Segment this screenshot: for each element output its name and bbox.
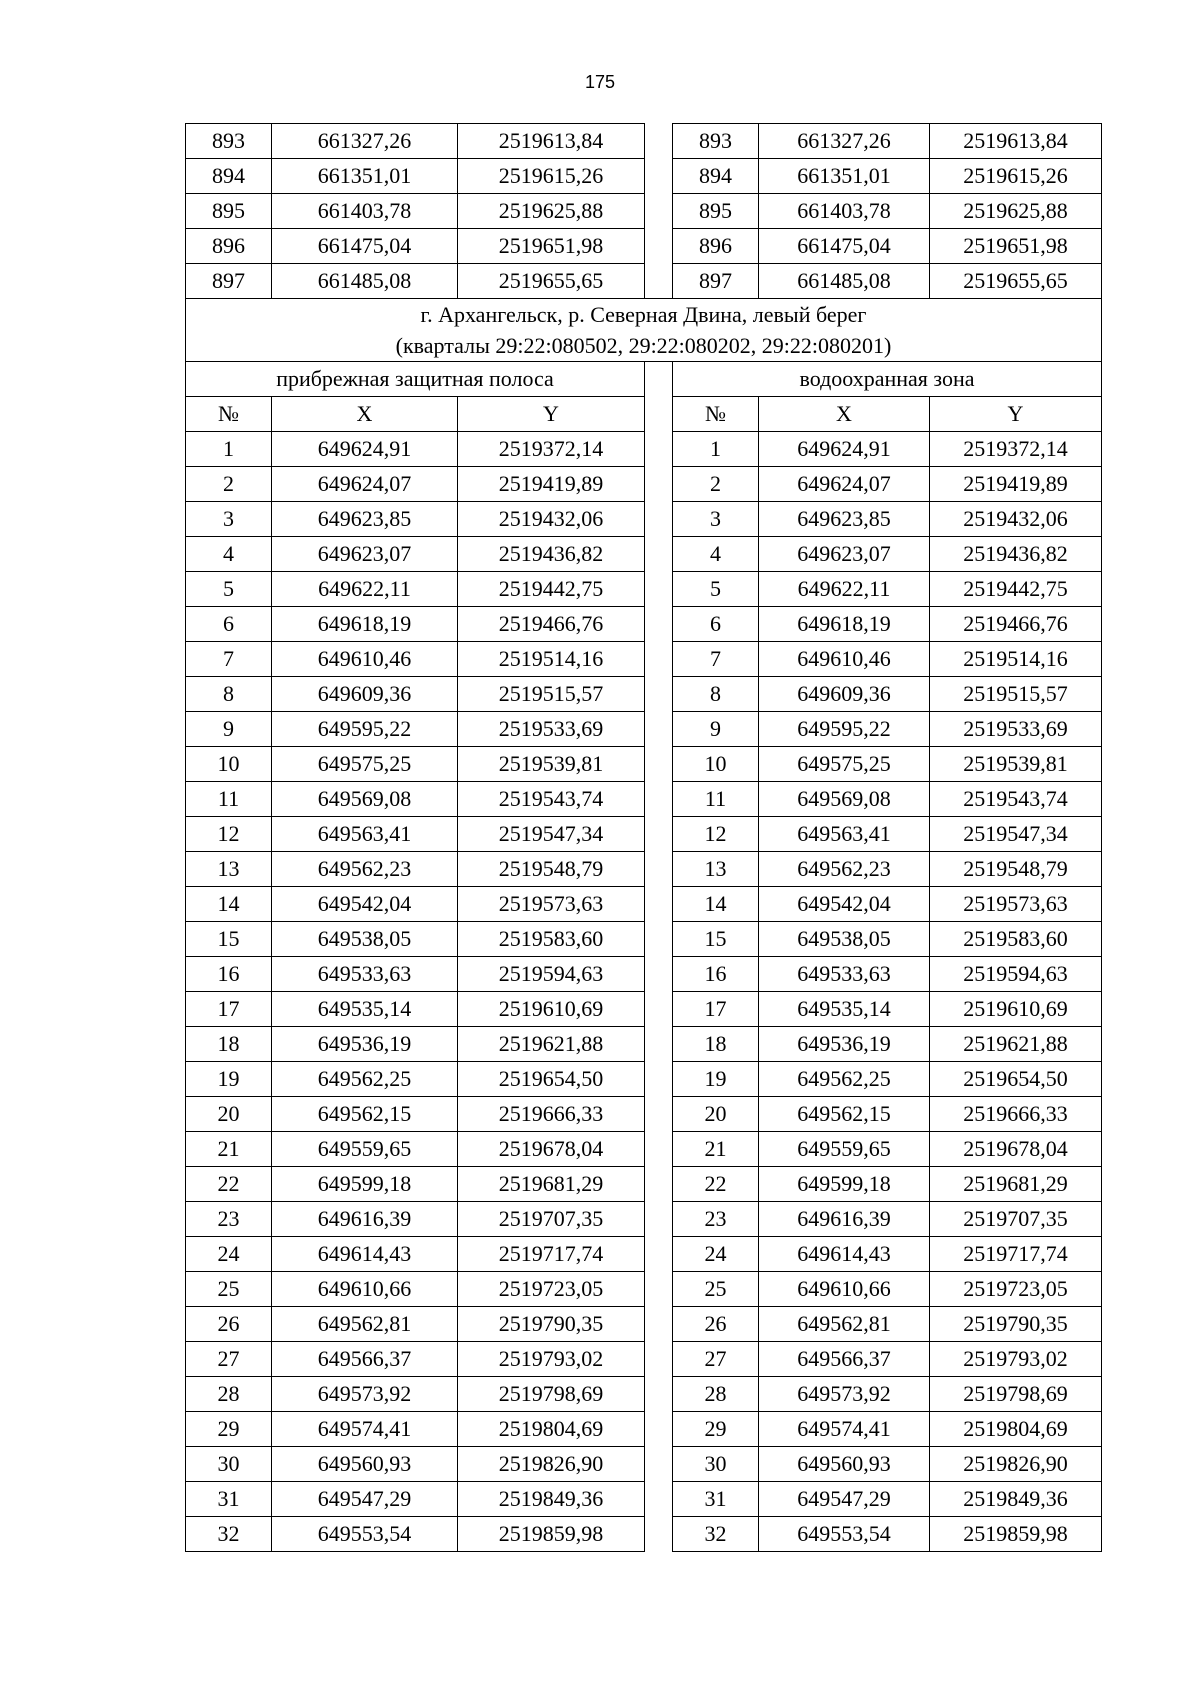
x-coordinate: 661351,01 [759,159,930,194]
y-coordinate: 2519849,36 [458,1482,645,1517]
point-number: 21 [673,1132,759,1167]
y-coordinate: 2519372,14 [458,432,645,467]
point-number: 21 [186,1132,272,1167]
y-coordinate: 2519436,82 [930,537,1102,572]
x-coordinate: 649566,37 [272,1342,458,1377]
table-row [186,194,1102,229]
point-number: 30 [186,1447,272,1482]
point-number: 28 [186,1377,272,1412]
y-coordinate: 2519613,84 [458,124,645,159]
y-coordinate: 2519793,02 [458,1342,645,1377]
y-coordinate: 2519583,60 [458,922,645,957]
x-coordinate: 649553,54 [272,1517,458,1552]
x-coordinate: 649623,07 [272,537,458,572]
point-number: 16 [186,957,272,992]
table-row [186,607,1102,642]
section-title [186,299,1102,362]
point-number: 15 [186,922,272,957]
y-coordinate: 2519654,50 [458,1062,645,1097]
x-coordinate: 649574,41 [272,1412,458,1447]
point-number: 12 [186,817,272,852]
x-coordinate: 649574,41 [759,1412,930,1447]
column-header-number: № [186,397,272,432]
y-coordinate: 2519681,29 [930,1167,1102,1202]
y-coordinate: 2519515,57 [930,677,1102,712]
x-coordinate: 649563,41 [272,817,458,852]
point-number: 17 [673,992,759,1027]
point-number: 31 [186,1482,272,1517]
y-coordinate: 2519666,33 [458,1097,645,1132]
point-number: 24 [186,1237,272,1272]
point-number: 27 [186,1342,272,1377]
table-row [186,922,1102,957]
table-row [186,1027,1102,1062]
y-coordinate: 2519583,60 [930,922,1102,957]
table-row [186,124,1102,159]
y-coordinate: 2519419,89 [458,467,645,502]
x-coordinate: 649547,29 [272,1482,458,1517]
x-coordinate: 661475,04 [759,229,930,264]
x-coordinate: 649616,39 [759,1202,930,1237]
y-coordinate: 2519548,79 [458,852,645,887]
point-number: 10 [673,747,759,782]
table-row [186,747,1102,782]
x-coordinate: 649569,08 [759,782,930,817]
x-coordinate: 649614,43 [272,1237,458,1272]
y-coordinate: 2519573,63 [930,887,1102,922]
point-number: 1 [186,432,272,467]
point-number: 897 [186,264,272,299]
y-coordinate: 2519717,74 [458,1237,645,1272]
y-coordinate: 2519442,75 [458,572,645,607]
x-coordinate: 649624,91 [759,432,930,467]
y-coordinate: 2519547,34 [458,817,645,852]
x-coordinate: 649538,05 [272,922,458,957]
point-number: 29 [186,1412,272,1447]
point-number: 26 [673,1307,759,1342]
y-coordinate: 2519681,29 [458,1167,645,1202]
x-coordinate: 649538,05 [759,922,930,957]
table-row [186,1097,1102,1132]
x-coordinate: 649575,25 [272,747,458,782]
point-number: 31 [673,1482,759,1517]
table-row [186,229,1102,264]
point-number: 6 [186,607,272,642]
y-coordinate: 2519849,36 [930,1482,1102,1517]
point-number: 7 [186,642,272,677]
y-coordinate: 2519804,69 [458,1412,645,1447]
x-coordinate: 649542,04 [272,887,458,922]
column-headers-row [186,397,1102,432]
x-coordinate: 649566,37 [759,1342,930,1377]
point-number: 17 [186,992,272,1027]
y-coordinate: 2519790,35 [930,1307,1102,1342]
point-number: 893 [186,124,272,159]
x-coordinate: 649618,19 [272,607,458,642]
x-coordinate: 649562,25 [759,1062,930,1097]
x-coordinate: 649542,04 [759,887,930,922]
y-coordinate: 2519826,90 [458,1447,645,1482]
column-header-x: X [272,397,458,432]
x-coordinate: 661475,04 [272,229,458,264]
point-number: 3 [673,502,759,537]
x-coordinate: 649623,85 [272,502,458,537]
point-number: 7 [673,642,759,677]
x-coordinate: 649622,11 [759,572,930,607]
table-row [186,502,1102,537]
y-coordinate: 2519723,05 [458,1272,645,1307]
table-row [186,1307,1102,1342]
point-number: 13 [186,852,272,887]
x-coordinate: 649610,66 [272,1272,458,1307]
y-coordinate: 2519539,81 [458,747,645,782]
point-number: 23 [673,1202,759,1237]
x-coordinate: 649609,36 [759,677,930,712]
point-number: 896 [186,229,272,264]
table-row [186,852,1102,887]
y-coordinate: 2519678,04 [930,1132,1102,1167]
point-number: 25 [673,1272,759,1307]
point-number: 24 [673,1237,759,1272]
x-coordinate: 649562,15 [759,1097,930,1132]
y-coordinate: 2519651,98 [458,229,645,264]
point-number: 897 [673,264,759,299]
y-coordinate: 2519859,98 [930,1517,1102,1552]
y-coordinate: 2519466,76 [930,607,1102,642]
y-coordinate: 2519547,34 [930,817,1102,852]
y-coordinate: 2519804,69 [930,1412,1102,1447]
x-coordinate: 649616,39 [272,1202,458,1237]
y-coordinate: 2519655,65 [930,264,1102,299]
coordinates-table [185,123,1102,1552]
y-coordinate: 2519610,69 [930,992,1102,1027]
point-number: 2 [673,467,759,502]
point-number: 32 [186,1517,272,1552]
point-number: 25 [186,1272,272,1307]
table-row [186,1202,1102,1237]
x-coordinate: 649536,19 [272,1027,458,1062]
x-coordinate: 649573,92 [272,1377,458,1412]
table-row [186,1167,1102,1202]
table-row [186,677,1102,712]
point-number: 9 [186,712,272,747]
x-coordinate: 649622,11 [272,572,458,607]
table-row [186,1342,1102,1377]
x-coordinate: 649562,23 [272,852,458,887]
table-row [186,1237,1102,1272]
x-coordinate: 649609,36 [272,677,458,712]
point-number: 14 [186,887,272,922]
y-coordinate: 2519515,57 [458,677,645,712]
point-number: 18 [186,1027,272,1062]
point-number: 11 [673,782,759,817]
table-row [186,432,1102,467]
y-coordinate: 2519436,82 [458,537,645,572]
y-coordinate: 2519707,35 [458,1202,645,1237]
section-header [186,299,1102,432]
table-row [186,642,1102,677]
x-coordinate: 649610,46 [759,642,930,677]
column-header-y: Y [930,397,1102,432]
x-coordinate: 649535,14 [272,992,458,1027]
y-coordinate: 2519543,74 [930,782,1102,817]
point-number: 20 [673,1097,759,1132]
point-number: 20 [186,1097,272,1132]
table-row [186,1377,1102,1412]
y-coordinate: 2519442,75 [930,572,1102,607]
y-coordinate: 2519793,02 [930,1342,1102,1377]
x-coordinate: 661327,26 [759,124,930,159]
point-number: 10 [186,747,272,782]
y-coordinate: 2519613,84 [930,124,1102,159]
x-coordinate: 649595,22 [759,712,930,747]
x-coordinate: 649535,14 [759,992,930,1027]
point-number: 28 [673,1377,759,1412]
point-number: 894 [186,159,272,194]
x-coordinate: 649562,23 [759,852,930,887]
table-row [186,537,1102,572]
x-coordinate: 649610,46 [272,642,458,677]
point-number: 15 [673,922,759,957]
point-number: 22 [673,1167,759,1202]
table-row [186,817,1102,852]
point-number: 893 [673,124,759,159]
x-coordinate: 649623,85 [759,502,930,537]
table-row [186,1132,1102,1167]
x-coordinate: 649562,81 [759,1307,930,1342]
table-row [186,264,1102,299]
point-number: 16 [673,957,759,992]
point-number: 9 [673,712,759,747]
point-number: 27 [673,1342,759,1377]
point-number: 29 [673,1412,759,1447]
point-number: 30 [673,1447,759,1482]
x-coordinate: 649624,07 [759,467,930,502]
point-number: 4 [186,537,272,572]
point-number: 32 [673,1517,759,1552]
y-coordinate: 2519466,76 [458,607,645,642]
point-number: 23 [186,1202,272,1237]
y-coordinate: 2519621,88 [930,1027,1102,1062]
x-coordinate: 649562,81 [272,1307,458,1342]
y-coordinate: 2519539,81 [930,747,1102,782]
y-coordinate: 2519654,50 [930,1062,1102,1097]
table-row [186,467,1102,502]
column-header-x: X [759,397,930,432]
x-coordinate: 649614,43 [759,1237,930,1272]
table-row [186,1517,1102,1552]
point-number: 6 [673,607,759,642]
x-coordinate: 649547,29 [759,1482,930,1517]
y-coordinate: 2519594,63 [930,957,1102,992]
x-coordinate: 649533,63 [272,957,458,992]
y-coordinate: 2519543,74 [458,782,645,817]
y-coordinate: 2519723,05 [930,1272,1102,1307]
x-coordinate: 649562,25 [272,1062,458,1097]
x-coordinate: 649624,07 [272,467,458,502]
point-number: 13 [673,852,759,887]
x-coordinate: 649533,63 [759,957,930,992]
x-coordinate: 649553,54 [759,1517,930,1552]
x-coordinate: 661403,78 [272,194,458,229]
y-coordinate: 2519419,89 [930,467,1102,502]
y-coordinate: 2519859,98 [458,1517,645,1552]
table-row [186,887,1102,922]
point-number: 19 [673,1062,759,1097]
x-coordinate: 649575,25 [759,747,930,782]
x-coordinate: 649559,65 [272,1132,458,1167]
table-row [186,782,1102,817]
y-coordinate: 2519533,69 [458,712,645,747]
point-number: 895 [186,194,272,229]
x-coordinate: 649563,41 [759,817,930,852]
point-number: 14 [673,887,759,922]
x-coordinate: 649569,08 [272,782,458,817]
point-number: 8 [673,677,759,712]
table-row [186,712,1102,747]
y-coordinate: 2519548,79 [930,852,1102,887]
section-title-line-1: г. Архангельск, р. Северная Двина, левый берег [420,302,867,327]
point-number: 895 [673,194,759,229]
x-coordinate: 649618,19 [759,607,930,642]
y-coordinate: 2519514,16 [458,642,645,677]
x-coordinate: 661327,26 [272,124,458,159]
point-number: 894 [673,159,759,194]
table-row [186,957,1102,992]
y-coordinate: 2519666,33 [930,1097,1102,1132]
section-title-row [186,299,1102,362]
column-header-number: № [673,397,759,432]
point-number: 1 [673,432,759,467]
table-row [186,1272,1102,1307]
x-coordinate: 649573,92 [759,1377,930,1412]
table-row [186,1062,1102,1097]
x-coordinate: 649624,91 [272,432,458,467]
y-coordinate: 2519610,69 [458,992,645,1027]
x-coordinate: 661403,78 [759,194,930,229]
previous-section-rows [186,124,1102,299]
table-row [186,1482,1102,1517]
x-coordinate: 649599,18 [272,1167,458,1202]
coastal-strip-label: прибрежная защитная полоса [186,362,645,397]
y-coordinate: 2519621,88 [458,1027,645,1062]
point-number: 2 [186,467,272,502]
y-coordinate: 2519615,26 [458,159,645,194]
x-coordinate: 649595,22 [272,712,458,747]
y-coordinate: 2519707,35 [930,1202,1102,1237]
x-coordinate: 649562,15 [272,1097,458,1132]
y-coordinate: 2519514,16 [930,642,1102,677]
point-number: 12 [673,817,759,852]
y-coordinate: 2519655,65 [458,264,645,299]
y-coordinate: 2519717,74 [930,1237,1102,1272]
point-number: 26 [186,1307,272,1342]
point-number: 22 [186,1167,272,1202]
x-coordinate: 649560,93 [272,1447,458,1482]
point-number: 18 [673,1027,759,1062]
point-number: 19 [186,1062,272,1097]
y-coordinate: 2519615,26 [930,159,1102,194]
y-coordinate: 2519432,06 [930,502,1102,537]
section-title-line-2: (кварталы 29:22:080502, 29:22:080202, 29:22:080201) [395,333,892,358]
x-coordinate: 661485,08 [272,264,458,299]
x-coordinate: 649610,66 [759,1272,930,1307]
x-coordinate: 649599,18 [759,1167,930,1202]
column-header-y: Y [458,397,645,432]
water-protection-zone-label: водоохранная зона [673,362,1102,397]
y-coordinate: 2519625,88 [930,194,1102,229]
table-row [186,159,1102,194]
y-coordinate: 2519651,98 [930,229,1102,264]
y-coordinate: 2519432,06 [458,502,645,537]
point-number: 896 [673,229,759,264]
y-coordinate: 2519533,69 [930,712,1102,747]
y-coordinate: 2519798,69 [458,1377,645,1412]
point-number: 5 [673,572,759,607]
y-coordinate: 2519372,14 [930,432,1102,467]
x-coordinate: 661351,01 [272,159,458,194]
table-row [186,992,1102,1027]
x-coordinate: 649536,19 [759,1027,930,1062]
y-coordinate: 2519798,69 [930,1377,1102,1412]
x-coordinate: 661485,08 [759,264,930,299]
coordinate-rows [186,432,1102,1552]
x-coordinate: 649623,07 [759,537,930,572]
table-row [186,572,1102,607]
x-coordinate: 649560,93 [759,1447,930,1482]
table-row [186,1447,1102,1482]
y-coordinate: 2519594,63 [458,957,645,992]
point-number: 5 [186,572,272,607]
table-row [186,1412,1102,1447]
zone-labels-row [186,362,1102,397]
y-coordinate: 2519790,35 [458,1307,645,1342]
point-number: 8 [186,677,272,712]
page-number: 175 [584,72,616,92]
point-number: 11 [186,782,272,817]
y-coordinate: 2519678,04 [458,1132,645,1167]
point-number: 4 [673,537,759,572]
y-coordinate: 2519573,63 [458,887,645,922]
y-coordinate: 2519826,90 [930,1447,1102,1482]
y-coordinate: 2519625,88 [458,194,645,229]
point-number: 3 [186,502,272,537]
x-coordinate: 649559,65 [759,1132,930,1167]
